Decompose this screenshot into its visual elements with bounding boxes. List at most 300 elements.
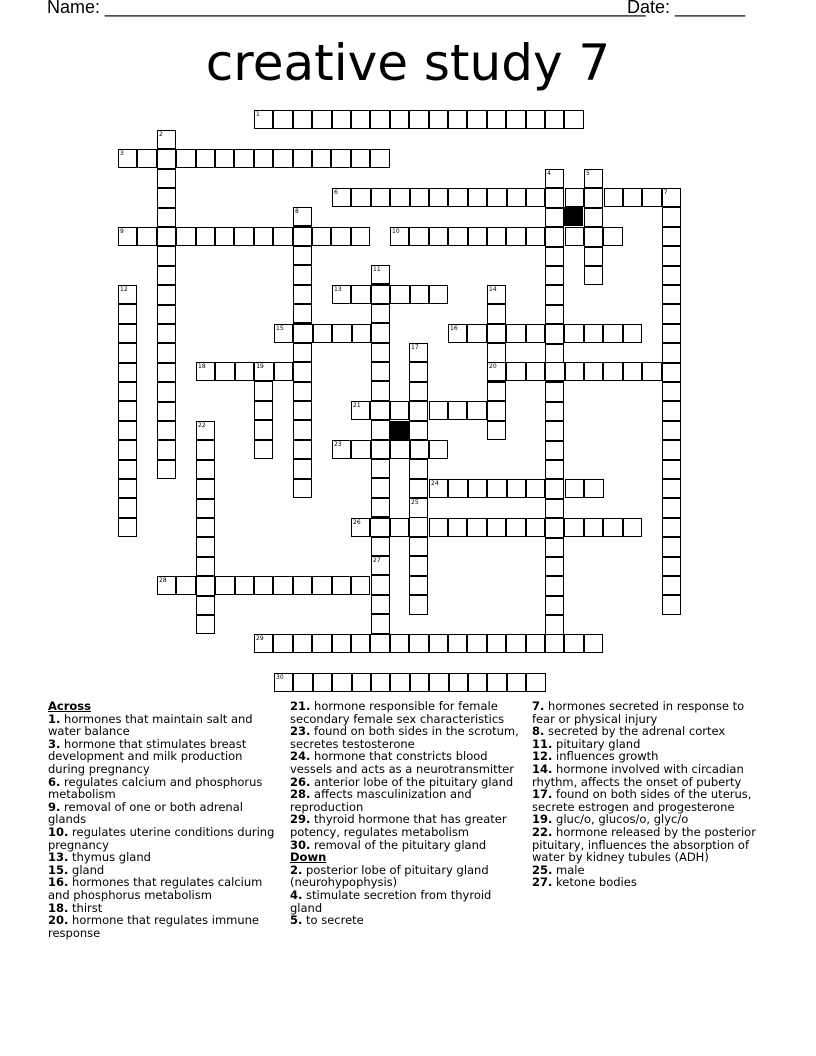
grid-cell[interactable] (254, 381, 273, 400)
grid-cell[interactable] (196, 227, 215, 246)
grid-cell[interactable] (390, 401, 409, 420)
grid-cell[interactable] (370, 110, 389, 129)
grid-cell[interactable] (215, 227, 234, 246)
grid-cell[interactable] (487, 673, 506, 692)
grid-cell[interactable] (545, 247, 564, 266)
grid-cell[interactable] (409, 537, 428, 556)
grid-cell[interactable] (118, 460, 137, 479)
grid-cell[interactable] (370, 401, 389, 420)
grid-cell[interactable] (118, 149, 137, 168)
grid-cell[interactable] (662, 324, 681, 343)
grid-cell[interactable] (157, 169, 176, 188)
grid-cell[interactable] (313, 673, 332, 692)
grid-cell[interactable] (351, 227, 370, 246)
grid-cell[interactable] (662, 382, 681, 401)
date-field[interactable]: Date: _______ (627, 0, 746, 17)
grid-cell[interactable] (545, 576, 564, 595)
grid-cell[interactable] (371, 323, 390, 342)
grid-cell[interactable] (564, 634, 583, 653)
grid-cell[interactable] (429, 110, 448, 129)
grid-cell[interactable] (409, 576, 428, 595)
grid-cell[interactable] (118, 498, 137, 517)
grid-cell[interactable] (293, 673, 312, 692)
grid-cell[interactable] (642, 188, 661, 207)
grid-cell[interactable] (467, 110, 486, 129)
grid-cell[interactable] (371, 673, 390, 692)
grid-cell[interactable] (603, 362, 622, 381)
grid-cell[interactable] (157, 421, 176, 440)
grid-cell[interactable] (526, 518, 545, 537)
grid-cell[interactable] (331, 227, 350, 246)
grid-cell[interactable] (545, 402, 564, 421)
grid-cell[interactable] (196, 440, 215, 459)
grid-cell[interactable] (487, 188, 506, 207)
grid-cell[interactable] (429, 401, 448, 420)
grid-cell[interactable] (545, 557, 564, 576)
grid-cell[interactable] (118, 304, 137, 323)
grid-cell[interactable] (429, 518, 448, 537)
grid-cell[interactable] (545, 615, 564, 634)
grid-cell[interactable] (506, 110, 525, 129)
grid-cell[interactable] (584, 518, 603, 537)
grid-cell[interactable] (409, 595, 428, 614)
grid-cell[interactable] (274, 324, 293, 343)
grid-cell[interactable] (196, 421, 215, 440)
grid-cell[interactable] (662, 440, 681, 459)
grid-cell[interactable] (526, 673, 545, 692)
grid-cell[interactable] (429, 285, 448, 304)
grid-cell[interactable] (409, 382, 428, 401)
grid-cell[interactable] (467, 324, 486, 343)
grid-cell[interactable] (410, 440, 429, 459)
grid-cell[interactable] (157, 402, 176, 421)
grid-cell[interactable] (584, 634, 603, 653)
grid-cell[interactable] (352, 673, 371, 692)
grid-cell[interactable] (506, 518, 525, 537)
grid-cell[interactable] (371, 556, 390, 575)
grid-cell[interactable] (235, 576, 254, 595)
grid-cell[interactable] (371, 343, 390, 362)
grid-cell[interactable] (565, 227, 584, 246)
grid-cell[interactable] (371, 498, 390, 517)
grid-cell[interactable] (215, 362, 234, 381)
grid-cell[interactable] (157, 343, 176, 362)
grid-cell[interactable] (662, 304, 681, 323)
grid-cell[interactable] (526, 362, 545, 381)
grid-cell[interactable] (545, 479, 564, 498)
grid-cell[interactable] (234, 227, 253, 246)
grid-cell[interactable] (157, 188, 176, 207)
grid-cell[interactable] (584, 227, 603, 246)
grid-cell[interactable] (526, 324, 545, 343)
grid-cell[interactable] (390, 285, 409, 304)
grid-cell[interactable] (390, 634, 409, 653)
grid-cell[interactable] (118, 401, 137, 420)
grid-cell[interactable] (642, 362, 661, 381)
grid-cell[interactable] (157, 149, 176, 168)
grid-cell[interactable] (487, 421, 506, 440)
grid-cell[interactable] (526, 110, 545, 129)
grid-cell[interactable] (312, 110, 331, 129)
grid-cell[interactable] (545, 634, 564, 653)
grid-cell[interactable] (157, 130, 176, 149)
grid-cell[interactable] (662, 557, 681, 576)
grid-cell[interactable] (487, 324, 506, 343)
grid-cell[interactable] (623, 518, 642, 537)
grid-cell[interactable] (545, 305, 564, 324)
grid-cell[interactable] (662, 285, 681, 304)
grid-cell[interactable] (409, 401, 428, 420)
grid-cell[interactable] (293, 362, 312, 381)
grid-cell[interactable] (196, 537, 215, 556)
grid-cell[interactable] (409, 459, 428, 478)
grid-cell[interactable] (467, 401, 486, 420)
grid-cell[interactable] (312, 576, 331, 595)
grid-cell[interactable] (584, 324, 603, 343)
grid-cell[interactable] (584, 266, 603, 285)
grid-cell[interactable] (273, 227, 292, 246)
grid-cell[interactable] (545, 382, 564, 401)
grid-cell[interactable] (196, 557, 215, 576)
grid-cell[interactable] (313, 324, 332, 343)
grid-cell[interactable] (118, 382, 137, 401)
grid-cell[interactable] (409, 517, 428, 536)
grid-cell[interactable] (254, 149, 273, 168)
grid-cell[interactable] (545, 324, 564, 343)
grid-cell[interactable] (254, 110, 273, 129)
grid-cell[interactable] (662, 498, 681, 517)
grid-cell[interactable] (293, 265, 312, 284)
grid-cell[interactable] (487, 285, 506, 304)
grid-cell[interactable] (545, 499, 564, 518)
grid-cell[interactable] (662, 401, 681, 420)
grid-cell[interactable] (273, 110, 292, 129)
grid-cell[interactable] (409, 343, 428, 362)
grid-cell[interactable] (449, 673, 468, 692)
grid-cell[interactable] (293, 285, 312, 304)
grid-cell[interactable] (526, 188, 545, 207)
grid-cell[interactable] (487, 382, 506, 401)
grid-cell[interactable] (157, 440, 176, 459)
grid-cell[interactable] (157, 305, 176, 324)
grid-cell[interactable] (293, 207, 312, 226)
grid-cell[interactable] (467, 634, 486, 653)
grid-cell[interactable] (487, 401, 506, 420)
grid-cell[interactable] (545, 110, 564, 129)
grid-cell[interactable] (409, 479, 428, 498)
grid-cell[interactable] (604, 188, 623, 207)
grid-cell[interactable] (662, 595, 681, 614)
grid-cell[interactable] (118, 479, 137, 498)
grid-cell[interactable] (293, 246, 312, 265)
grid-cell[interactable] (371, 188, 390, 207)
grid-cell[interactable] (254, 420, 273, 439)
grid-cell[interactable] (545, 421, 564, 440)
grid-cell[interactable] (370, 518, 389, 537)
grid-cell[interactable] (429, 188, 448, 207)
grid-cell[interactable] (603, 227, 622, 246)
grid-cell[interactable] (487, 227, 506, 246)
grid-cell[interactable] (293, 110, 312, 129)
grid-cell[interactable] (293, 634, 312, 653)
grid-cell[interactable] (487, 479, 506, 498)
grid-cell[interactable] (507, 673, 526, 692)
grid-cell[interactable] (545, 266, 564, 285)
grid-cell[interactable] (429, 673, 448, 692)
grid-cell[interactable] (293, 420, 312, 439)
grid-cell[interactable] (118, 285, 137, 304)
grid-cell[interactable] (293, 324, 312, 343)
grid-cell[interactable] (565, 479, 584, 498)
grid-cell[interactable] (507, 188, 526, 207)
grid-cell[interactable] (662, 576, 681, 595)
grid-cell[interactable] (409, 421, 428, 440)
grid-cell[interactable] (293, 149, 312, 168)
grid-cell[interactable] (487, 110, 506, 129)
grid-cell[interactable] (429, 479, 448, 498)
grid-cell[interactable] (293, 479, 312, 498)
grid-cell[interactable] (623, 362, 642, 381)
grid-cell[interactable] (448, 479, 467, 498)
grid-cell[interactable] (332, 188, 351, 207)
grid-cell[interactable] (487, 362, 506, 381)
grid-cell[interactable] (409, 110, 428, 129)
grid-cell[interactable] (371, 304, 390, 323)
grid-cell[interactable] (545, 596, 564, 615)
grid-cell[interactable] (157, 460, 176, 479)
grid-cell[interactable] (662, 363, 681, 382)
grid-cell[interactable] (176, 227, 195, 246)
grid-cell[interactable] (662, 266, 681, 285)
grid-cell[interactable] (196, 362, 215, 381)
grid-cell[interactable] (564, 110, 583, 129)
grid-cell[interactable] (118, 227, 137, 246)
grid-cell[interactable] (662, 421, 681, 440)
grid-cell[interactable] (273, 634, 292, 653)
grid-cell[interactable] (409, 556, 428, 575)
grid-cell[interactable] (584, 362, 603, 381)
grid-cell[interactable] (371, 537, 390, 556)
grid-cell[interactable] (390, 673, 409, 692)
grid-cell[interactable] (351, 110, 370, 129)
grid-cell[interactable] (409, 362, 428, 381)
grid-cell[interactable] (293, 227, 312, 246)
grid-cell[interactable] (370, 149, 389, 168)
grid-cell[interactable] (235, 362, 254, 381)
grid-cell[interactable] (506, 324, 525, 343)
grid-cell[interactable] (584, 247, 603, 266)
grid-cell[interactable] (332, 576, 351, 595)
grid-cell[interactable] (351, 518, 370, 537)
grid-cell[interactable] (196, 576, 215, 595)
grid-cell[interactable] (526, 479, 545, 498)
grid-cell[interactable] (526, 634, 545, 653)
grid-cell[interactable] (332, 673, 351, 692)
grid-cell[interactable] (293, 304, 312, 323)
grid-cell[interactable] (254, 576, 273, 595)
grid-cell[interactable] (351, 188, 370, 207)
grid-cell[interactable] (662, 518, 681, 537)
grid-cell[interactable] (157, 382, 176, 401)
grid-cell[interactable] (662, 207, 681, 226)
grid-cell[interactable] (468, 673, 487, 692)
grid-cell[interactable] (351, 285, 370, 304)
grid-cell[interactable] (351, 401, 370, 420)
grid-cell[interactable] (196, 460, 215, 479)
grid-cell[interactable] (545, 518, 564, 537)
grid-cell[interactable] (448, 401, 467, 420)
grid-cell[interactable] (584, 479, 603, 498)
grid-cell[interactable] (448, 110, 467, 129)
grid-cell[interactable] (662, 343, 681, 362)
grid-cell[interactable] (662, 188, 681, 207)
grid-cell[interactable] (351, 440, 370, 459)
grid-cell[interactable] (118, 363, 137, 382)
grid-cell[interactable] (332, 110, 351, 129)
grid-cell[interactable] (254, 362, 273, 381)
grid-cell[interactable] (293, 576, 312, 595)
grid-cell[interactable] (564, 518, 583, 537)
grid-cell[interactable] (545, 169, 564, 188)
grid-cell[interactable] (662, 460, 681, 479)
grid-cell[interactable] (371, 381, 390, 400)
grid-cell[interactable] (526, 227, 545, 246)
grid-cell[interactable] (662, 246, 681, 265)
grid-cell[interactable] (545, 538, 564, 557)
grid-cell[interactable] (448, 227, 467, 246)
grid-cell[interactable] (545, 344, 564, 363)
grid-cell[interactable] (506, 634, 525, 653)
grid-cell[interactable] (390, 518, 409, 537)
grid-cell[interactable] (352, 324, 371, 343)
grid-cell[interactable] (371, 362, 390, 381)
grid-cell[interactable] (545, 227, 564, 246)
grid-cell[interactable] (545, 208, 564, 227)
grid-cell[interactable] (215, 576, 234, 595)
grid-cell[interactable] (468, 479, 487, 498)
name-field[interactable]: Name: ______________________________________________________ (47, 0, 646, 17)
grid-cell[interactable] (371, 285, 390, 304)
grid-cell[interactable] (371, 575, 390, 594)
grid-cell[interactable] (390, 188, 409, 207)
grid-cell[interactable] (273, 576, 292, 595)
grid-cell[interactable] (118, 518, 137, 537)
grid-cell[interactable] (196, 479, 215, 498)
grid-cell[interactable] (215, 149, 234, 168)
grid-cell[interactable] (371, 420, 390, 439)
grid-cell[interactable] (448, 518, 467, 537)
grid-cell[interactable] (293, 401, 312, 420)
grid-cell[interactable] (371, 440, 390, 459)
grid-cell[interactable] (371, 459, 390, 478)
grid-cell[interactable] (234, 149, 253, 168)
grid-cell[interactable] (545, 188, 564, 207)
grid-cell[interactable] (584, 188, 603, 207)
grid-cell[interactable] (409, 498, 428, 517)
grid-cell[interactable] (254, 227, 273, 246)
grid-cell[interactable] (332, 440, 351, 459)
grid-cell[interactable] (448, 188, 467, 207)
grid-cell[interactable] (448, 634, 467, 653)
grid-cell[interactable] (370, 634, 389, 653)
grid-cell[interactable] (564, 324, 583, 343)
grid-cell[interactable] (312, 149, 331, 168)
grid-cell[interactable] (429, 634, 448, 653)
grid-cell[interactable] (274, 673, 293, 692)
grid-cell[interactable] (662, 227, 681, 246)
grid-cell[interactable] (487, 634, 506, 653)
grid-cell[interactable] (545, 441, 564, 460)
grid-cell[interactable] (293, 459, 312, 478)
grid-cell[interactable] (410, 285, 429, 304)
grid-cell[interactable] (429, 227, 448, 246)
grid-cell[interactable] (371, 614, 390, 633)
grid-cell[interactable] (196, 518, 215, 537)
grid-cell[interactable] (409, 634, 428, 653)
grid-cell[interactable] (157, 266, 176, 285)
grid-cell[interactable] (137, 149, 156, 168)
grid-cell[interactable] (157, 576, 176, 595)
grid-cell[interactable] (293, 382, 312, 401)
grid-cell[interactable] (176, 149, 195, 168)
grid-cell[interactable] (196, 149, 215, 168)
grid-cell[interactable] (196, 615, 215, 634)
grid-cell[interactable] (662, 537, 681, 556)
grid-cell[interactable] (487, 343, 506, 362)
grid-cell[interactable] (331, 149, 350, 168)
grid-cell[interactable] (371, 595, 390, 614)
grid-cell[interactable] (254, 440, 273, 459)
grid-cell[interactable] (584, 208, 603, 227)
grid-cell[interactable] (662, 479, 681, 498)
grid-cell[interactable] (157, 246, 176, 265)
grid-cell[interactable] (254, 634, 273, 653)
grid-cell[interactable] (545, 362, 564, 381)
grid-cell[interactable] (545, 460, 564, 479)
grid-cell[interactable] (157, 363, 176, 382)
grid-cell[interactable] (196, 499, 215, 518)
grid-cell[interactable] (332, 634, 351, 653)
grid-cell[interactable] (506, 362, 525, 381)
grid-cell[interactable] (584, 169, 603, 188)
grid-cell[interactable] (623, 188, 642, 207)
grid-cell[interactable] (371, 478, 390, 497)
grid-cell[interactable] (603, 518, 622, 537)
grid-cell[interactable] (157, 227, 176, 246)
grid-cell[interactable] (332, 285, 351, 304)
grid-cell[interactable] (487, 518, 506, 537)
grid-cell[interactable] (176, 576, 195, 595)
grid-cell[interactable] (118, 440, 137, 459)
grid-cell[interactable] (390, 440, 409, 459)
grid-cell[interactable] (351, 149, 370, 168)
grid-cell[interactable] (351, 576, 370, 595)
grid-cell[interactable] (332, 324, 351, 343)
grid-cell[interactable] (371, 265, 390, 284)
grid-cell[interactable] (410, 673, 429, 692)
grid-cell[interactable] (410, 188, 429, 207)
grid-cell[interactable] (118, 324, 137, 343)
grid-cell[interactable] (390, 110, 409, 129)
grid-cell[interactable] (274, 362, 293, 381)
grid-cell[interactable] (293, 343, 312, 362)
grid-cell[interactable] (506, 227, 525, 246)
grid-cell[interactable] (118, 343, 137, 362)
grid-cell[interactable] (468, 188, 487, 207)
grid-cell[interactable] (312, 227, 331, 246)
grid-cell[interactable] (196, 596, 215, 615)
grid-cell[interactable] (565, 362, 584, 381)
